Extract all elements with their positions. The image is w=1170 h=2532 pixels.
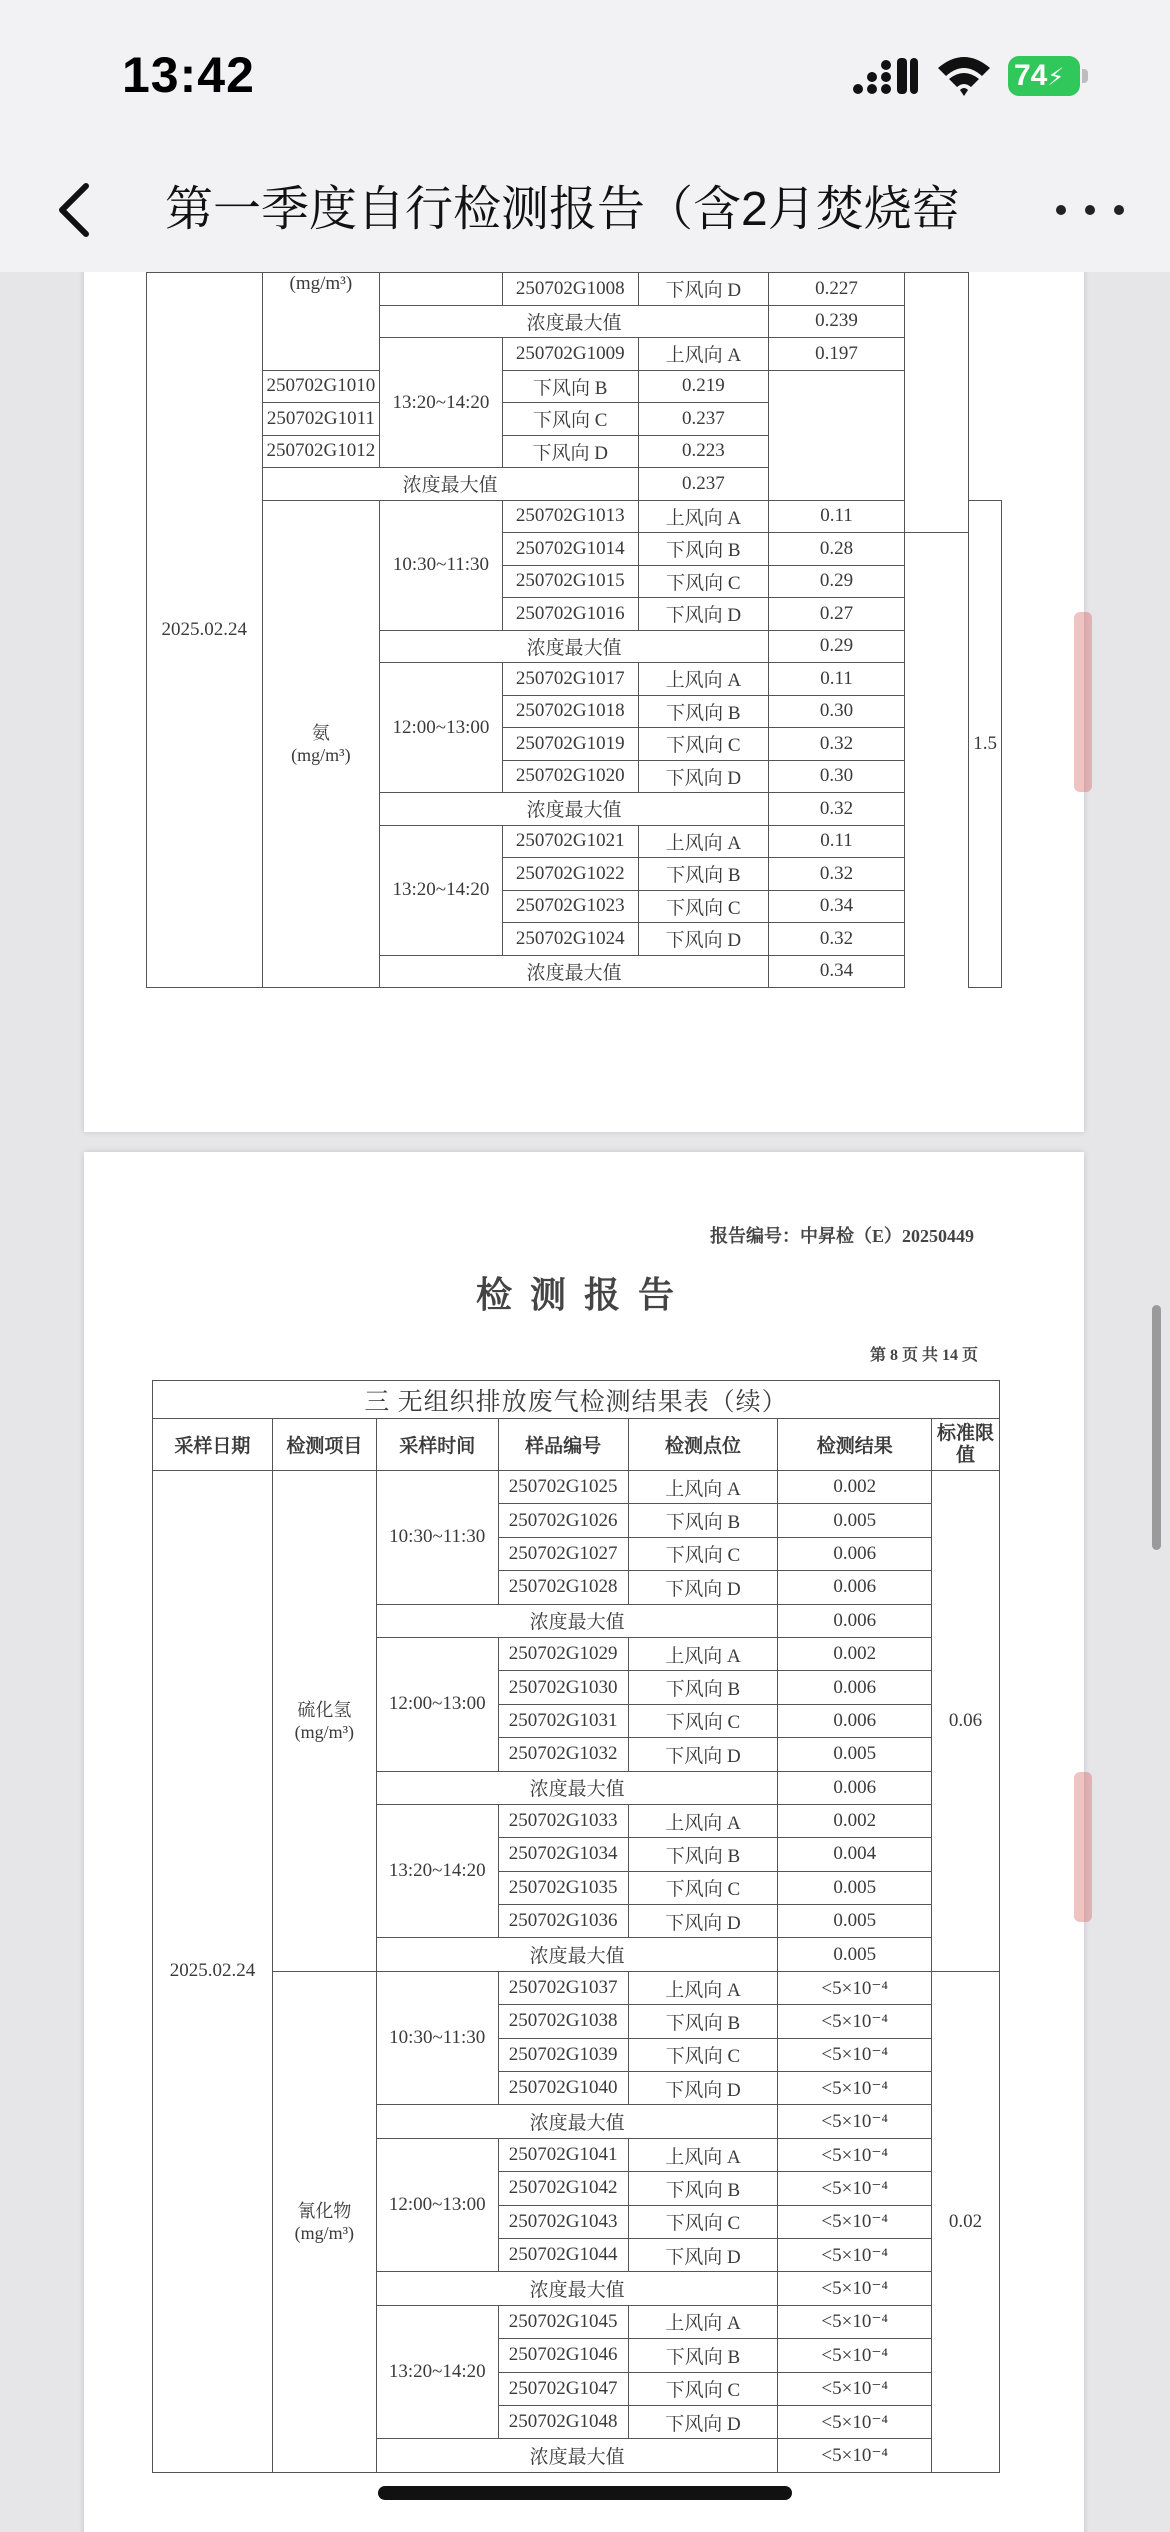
sampling-point: 下风向 D [628,1905,778,1938]
result-value: 0.002 [778,1637,932,1670]
max-label: 浓度最大值 [376,1938,778,1971]
result-value: 0.219 [638,370,768,403]
result-value: 0.005 [778,1871,932,1904]
result-value: 0.34 [769,890,905,923]
result-value: <5×10⁻⁴ [778,2138,932,2171]
sampling-point: 下风向 C [628,2038,778,2071]
sample-id: 250702G1034 [498,1838,628,1871]
table-row [153,1471,1000,1504]
sampling-point: 下风向 C [628,1871,778,1904]
result-value: 0.197 [769,338,905,371]
sampling-point: 上风向 A [628,2138,778,2171]
result-value: 0.005 [778,1905,932,1938]
max-value: 0.34 [769,955,905,988]
result-value: 0.32 [769,858,905,891]
sample-id: 250702G1048 [498,2405,628,2438]
result-value: 0.30 [769,695,905,728]
sampling-point: 下风向 D [628,1738,778,1771]
sampling-point: 下风向 D [628,2238,778,2271]
table-row [147,370,1002,403]
result-value: <5×10⁻⁴ [778,2405,932,2438]
max-label: 浓度最大值 [380,793,769,826]
sampling-date: 2025.02.24 [153,1471,273,2473]
result-value: <5×10⁻⁴ [778,2372,932,2405]
sample-id: 250702G1045 [498,2305,628,2338]
max-value: 0.006 [778,1604,932,1637]
sampling-point: 下风向 B [628,1838,778,1871]
sample-id: 250702G1029 [498,1637,628,1670]
item-unit-fragment: (mg/m³) [262,273,380,371]
result-value: 0.005 [778,1738,932,1771]
table-title: 三 无组织排放废气检测结果表（续） [153,1381,1000,1419]
scroll-indicator[interactable] [1152,1305,1161,1550]
column-header: 检测项目 [272,1419,376,1471]
sample-id: 250702G1020 [502,760,638,793]
sampling-time: 12:00~13:00 [380,663,502,793]
header-row [153,1419,1000,1471]
sampling-point: 下风向 B [638,695,768,728]
sampling-point: 下风向 D [638,598,768,631]
standard-limit-empty [905,273,969,533]
max-value: 0.006 [778,1771,932,1804]
sample-id: 250702G1040 [498,2072,628,2105]
sampling-point: 上风向 A [638,338,768,371]
max-label: 浓度最大值 [376,2105,778,2138]
max-value: <5×10⁻⁴ [778,2272,932,2305]
sampling-point: 上风向 A [628,1637,778,1670]
max-label: 浓度最大值 [376,1604,778,1637]
result-value: 0.28 [769,533,905,566]
detection-item [272,1971,376,2472]
sampling-point: 上风向 A [638,500,768,533]
sample-id: 250702G1018 [502,695,638,728]
sampling-point: 下风向 B [628,1671,778,1704]
sample-id: 250702G1016 [502,598,638,631]
sampling-point: 上风向 A [638,825,768,858]
sampling-point: 下风向 D [628,2405,778,2438]
nav-bar [0,150,1170,272]
sample-id: 250702G1031 [498,1704,628,1737]
sampling-point: 下风向 D [638,760,768,793]
battery-icon: 74⚡ [1008,56,1088,96]
result-value: 0.11 [769,500,905,533]
sampling-point: 下风向 D [628,1571,778,1604]
sampling-time: 13:20~14:20 [376,2305,498,2439]
result-value: <5×10⁻⁴ [778,2005,932,2038]
red-stamp-fragment [1074,612,1092,792]
back-chevron-icon[interactable] [40,170,120,250]
sample-id: 250702G1012 [262,435,380,468]
result-value: 0.002 [778,1471,932,1504]
result-value: 0.006 [778,1671,932,1704]
item-unit: (mg/m³) [294,1721,355,1742]
sampling-time: 10:30~11:30 [376,1471,498,1605]
sample-id: 250702G1033 [498,1804,628,1837]
result-value: 0.227 [769,273,905,306]
status-time: 13:42 [122,47,255,103]
sampling-time: 13:20~14:20 [380,825,502,955]
max-value: 0.29 [769,630,905,663]
max-label: 浓度最大值 [376,1771,778,1804]
detection-item [272,1471,376,1972]
sample-id: 250702G1015 [502,565,638,598]
sampling-point: 上风向 A [628,2305,778,2338]
standard-limit: 0.02 [932,1971,1000,2472]
result-value: 0.006 [778,1537,932,1570]
result-value: <5×10⁻⁴ [778,2305,932,2338]
result-value: 0.223 [638,435,768,468]
sample-id: 250702G1032 [498,1738,628,1771]
sample-id: 250702G1036 [498,1905,628,1938]
sample-id: 250702G1011 [262,403,380,436]
standard-limit: 1.5 [969,500,1002,988]
result-value: <5×10⁻⁴ [778,2038,932,2071]
sampling-date: 2025.02.24 [147,273,263,988]
result-value: 0.006 [778,1704,932,1737]
result-value: 0.005 [778,1504,932,1537]
sampling-point: 下风向 D [638,923,768,956]
sampling-time: 13:20~14:20 [380,338,502,468]
home-indicator[interactable] [378,2486,792,2500]
sampling-time: 12:00~13:00 [376,1637,498,1771]
sample-id: 250702G1047 [498,2372,628,2405]
sample-id: 250702G1010 [262,370,380,403]
sampling-time: 10:30~11:30 [376,1971,498,2105]
sample-id: 250702G1019 [502,728,638,761]
sample-id: 250702G1009 [502,338,638,371]
sampling-point: 下风向 D [638,273,768,306]
standard-limit: 0.06 [932,1471,1000,1972]
sampling-point: 下风向 C [628,1704,778,1737]
result-value: <5×10⁻⁴ [778,2172,932,2205]
max-label: 浓度最大值 [376,2272,778,2305]
sample-id: 250702G1024 [502,923,638,956]
table-row [153,1971,1000,2004]
sample-id: 250702G1027 [498,1537,628,1570]
battery-level: 74 [1014,59,1048,92]
max-label: 浓度最大值 [262,468,638,501]
sampling-point: 下风向 C [628,2205,778,2238]
status-bar [0,0,1170,150]
item-name: 硫化氢 [297,1699,352,1720]
sample-id: 250702G1017 [502,663,638,696]
result-value: <5×10⁻⁴ [778,2205,932,2238]
sampling-point: 下风向 C [638,890,768,923]
sampling-point: 下风向 B [628,1504,778,1537]
column-header: 采样时间 [376,1419,498,1471]
result-value: 0.237 [638,403,768,436]
red-stamp-fragment [1074,1772,1092,1922]
sampling-point: 下风向 B [638,533,768,566]
max-value: <5×10⁻⁴ [778,2105,932,2138]
max-label: 浓度最大值 [376,2439,778,2472]
column-header: 标准限值 [932,1419,1000,1471]
sample-id: 250702G1038 [498,2005,628,2038]
sample-id: 250702G1044 [498,2238,628,2271]
document-viewer[interactable] [0,272,1170,2532]
item-unit: (mg/m³) [294,2222,355,2243]
time-cell-empty [380,273,502,306]
results-table-continued [146,272,1002,988]
sample-id: 250702G1025 [498,1471,628,1504]
max-label: 浓度最大值 [380,630,769,663]
result-value: 0.27 [769,598,905,631]
more-options-icon[interactable] [1050,170,1130,250]
max-value: <5×10⁻⁴ [778,2439,932,2472]
column-header: 检测结果 [778,1419,932,1471]
max-label: 浓度最大值 [380,305,769,338]
max-value: 0.237 [638,468,768,501]
sample-id: 250702G1014 [502,533,638,566]
sampling-point: 上风向 A [628,1971,778,2004]
result-value: <5×10⁻⁴ [778,2339,932,2372]
cellular-signal-icon [852,56,918,96]
sample-id: 250702G1037 [498,1971,628,2004]
sampling-point: 下风向 D [628,2072,778,2105]
sampling-point: 上风向 A [628,1804,778,1837]
table-row [147,403,1002,436]
table-row [147,468,1002,501]
sample-id: 250702G1039 [498,2038,628,2071]
table-row [147,273,1002,306]
column-header: 样品编号 [498,1419,628,1471]
result-value: 0.32 [769,728,905,761]
result-value: 0.29 [769,565,905,598]
table-row [147,435,1002,468]
document-page-7 [84,272,1084,1132]
sampling-point: 下风向 B [638,858,768,891]
sampling-point: 下风向 B [628,2005,778,2038]
nav-title: 第一季度自行检测报告（含2月焚烧窑 [165,183,960,236]
result-value: 0.006 [778,1571,932,1604]
item-name: 氨 [311,722,330,743]
sample-id: 250702G1030 [498,1671,628,1704]
sampling-time: 12:00~13:00 [376,2138,498,2272]
item-unit: (mg/m³) [291,744,351,765]
sample-id: 250702G1042 [498,2172,628,2205]
sample-id: 250702G1046 [498,2339,628,2372]
max-label: 浓度最大值 [380,955,769,988]
result-value: 0.30 [769,760,905,793]
results-table [152,1380,1000,2473]
result-value: 0.11 [769,663,905,696]
max-value: 0.239 [769,305,905,338]
sampling-time: 10:30~11:30 [380,500,502,630]
sample-id: 250702G1035 [498,1871,628,1904]
sample-id: 250702G1043 [498,2205,628,2238]
table-title-row [153,1381,1000,1419]
document-page-8 [84,1152,1084,2532]
sampling-point: 上风向 A [638,663,768,696]
sample-id: 250702G1041 [498,2138,628,2171]
sample-id: 250702G1022 [502,858,638,891]
sampling-point: 下风向 C [502,403,638,436]
sampling-point: 下风向 C [638,565,768,598]
result-value: 0.11 [769,825,905,858]
result-value: <5×10⁻⁴ [778,1971,932,2004]
sample-id: 250702G1028 [498,1571,628,1604]
report-number: 报告编号：中昇检（E）20250449 [709,1226,974,1246]
sample-id: 250702G1021 [502,825,638,858]
sampling-time: 13:20~14:20 [376,1804,498,1938]
document-title: 检测报告 [475,1275,692,1315]
sampling-point: 下风向 C [628,2372,778,2405]
column-header: 检测点位 [628,1419,778,1471]
sampling-point: 下风向 C [628,1537,778,1570]
result-value: <5×10⁻⁴ [778,2072,932,2105]
sampling-point: 下风向 B [628,2339,778,2372]
detection-item [262,500,380,988]
result-value: 0.004 [778,1838,932,1871]
result-value: 0.002 [778,1804,932,1837]
table-row [147,500,1002,533]
sample-id: 250702G1008 [502,273,638,306]
result-value: <5×10⁻⁴ [778,2238,932,2271]
page-number: 第 8 页 共 14 页 [869,1347,978,1364]
wifi-icon [934,52,994,98]
max-value: 0.32 [769,793,905,826]
sample-id: 250702G1013 [502,500,638,533]
sampling-point: 下风向 B [628,2172,778,2205]
sampling-point: 下风向 D [502,435,638,468]
sampling-point: 下风向 B [502,370,638,403]
sample-id: 250702G1023 [502,890,638,923]
max-value: 0.005 [778,1938,932,1971]
sampling-point: 下风向 C [638,728,768,761]
sample-id: 250702G1026 [498,1504,628,1537]
item-name: 氰化物 [297,2200,352,2221]
column-header: 采样日期 [153,1419,273,1471]
result-value: 0.32 [769,923,905,956]
sampling-point: 上风向 A [628,1471,778,1504]
